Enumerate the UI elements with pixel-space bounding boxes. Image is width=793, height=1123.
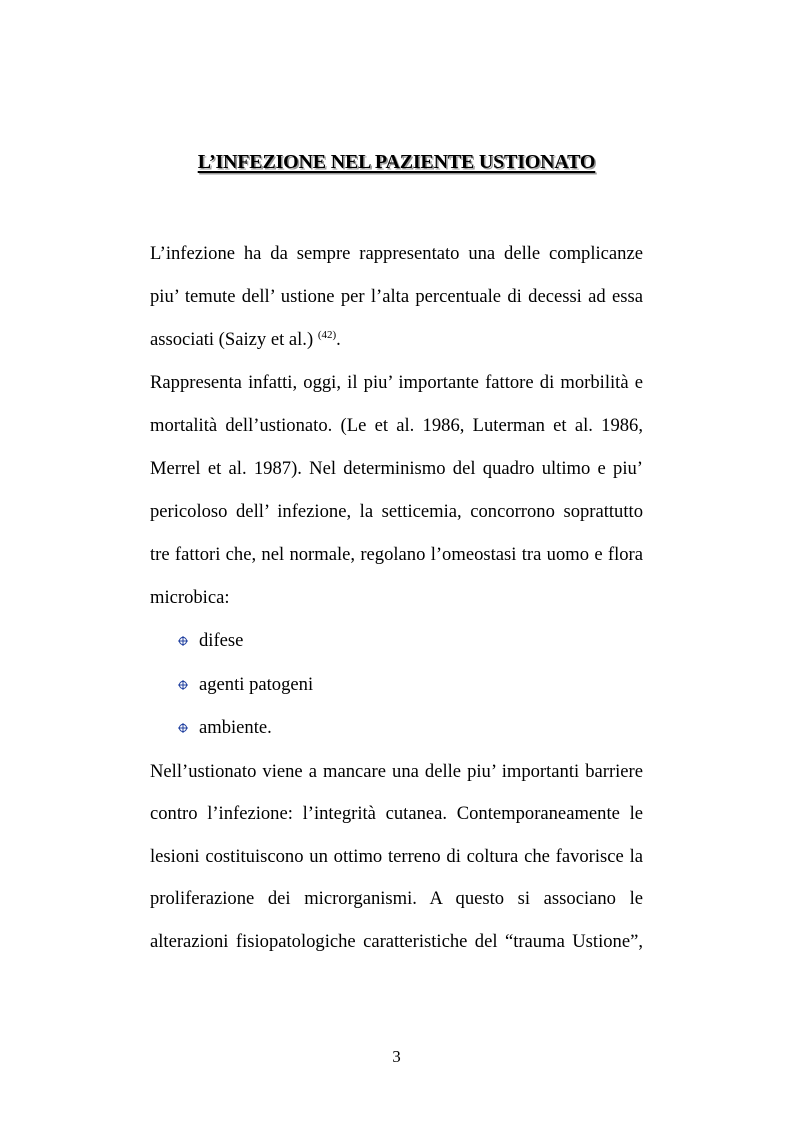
citation-reference: (42)	[317, 329, 337, 341]
paragraph-3-line-2: contro l’infezione: l’integrità cutanea. Contemporaneamente le	[150, 803, 643, 824]
paragraph-3-line-5: alterazioni fisiopatologiche caratteristiche del “trauma Ustione”,	[150, 931, 643, 952]
paragraph-1-line-3	[150, 329, 643, 351]
crosshair-bullet-icon	[178, 636, 188, 646]
paragraph-2-line-2: mortalità dell’ustionato. (Le et al. 1986, Luterman et al. 1986,	[150, 415, 643, 436]
citation-text: associati (Saizy et al.)	[150, 329, 318, 350]
paragraph-2-line-6: microbica:	[150, 587, 230, 608]
paragraph-1-line-1: L’infezione ha da sempre rappresentato una delle complicanze	[150, 243, 643, 264]
crosshair-bullet-icon	[178, 680, 188, 690]
paragraph-2-line-5: tre fattori che, nel normale, regolano l’omeostasi tra uomo e flora	[150, 544, 643, 565]
bullet-label: ambiente.	[199, 717, 272, 738]
page-title: L’INFEZIONE NEL PAZIENTE USTIONATO	[197, 151, 596, 173]
bullet-label: agenti patogeni	[199, 674, 314, 695]
paragraph-3-line-3: lesioni costituiscono un ottimo terreno di coltura che favorisce la	[150, 846, 643, 867]
bullet-label: difese	[199, 630, 244, 651]
paragraph-2-line-4: pericoloso dell’ infezione, la setticemia, concorrono soprattutto	[150, 501, 643, 522]
paragraph-3-line-4: proliferazione dei microrganismi. A questo si associano le	[150, 888, 643, 909]
citation-end: .	[336, 329, 341, 350]
paragraph-2-line-3: Merrel et al. 1987). Nel determinismo del quadro ultimo e piu’	[150, 458, 643, 479]
paragraph-2-line-1: Rappresenta infatti, oggi, il piu’ importante fattore di morbilità e	[150, 372, 643, 393]
paragraph-3-line-1: Nell’ustionato viene a mancare una delle piu’ importanti barriere	[150, 761, 643, 782]
paragraph-1-line-2: piu’ temute dell’ ustione per l’alta percentuale di decessi ad essa	[150, 286, 643, 307]
page-number: 3	[392, 1047, 401, 1066]
crosshair-bullet-icon	[178, 723, 188, 733]
